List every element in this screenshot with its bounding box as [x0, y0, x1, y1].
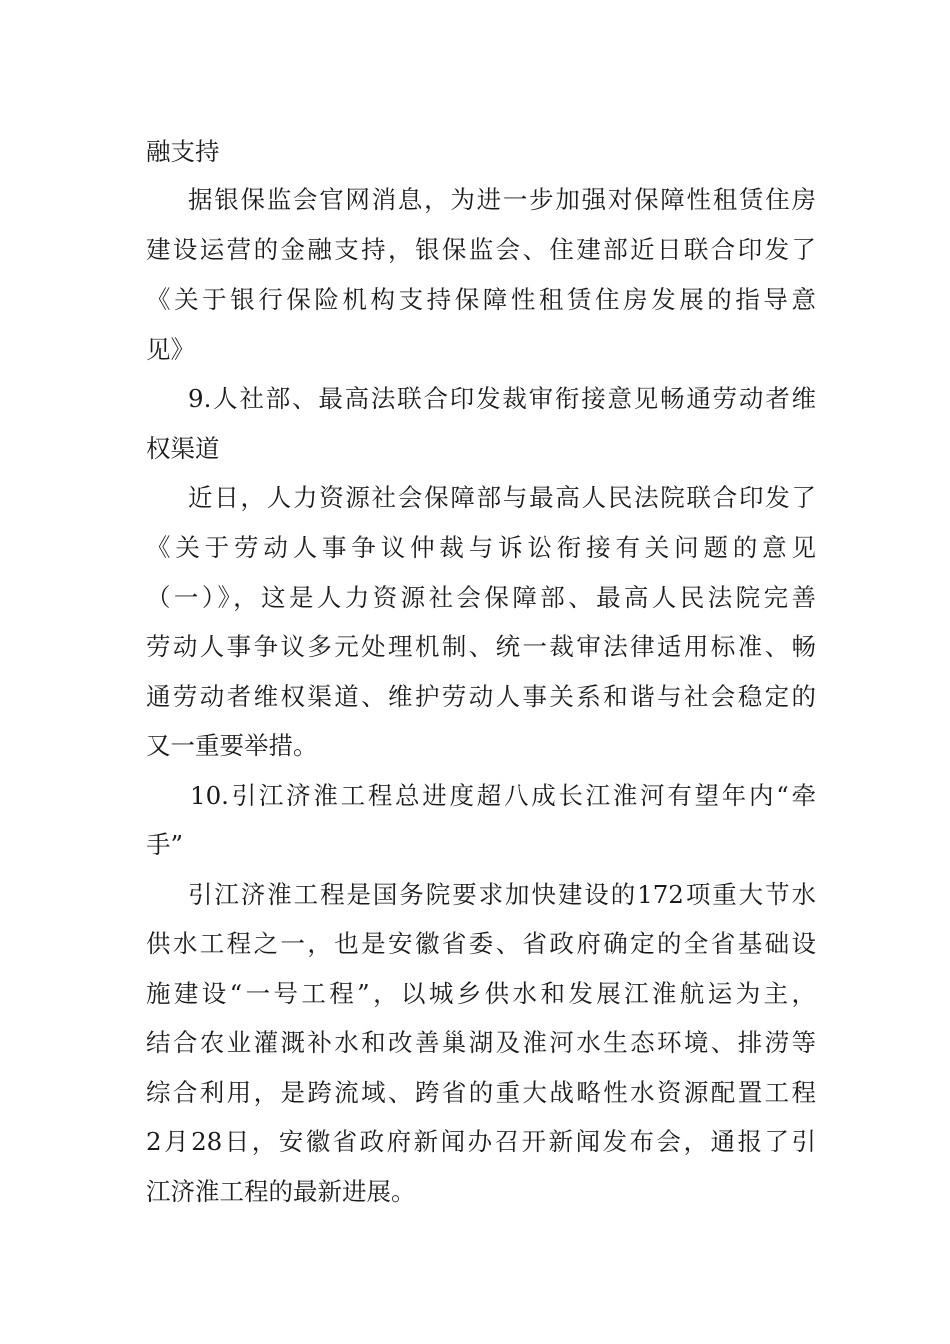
paragraph-line: 见》: [146, 335, 195, 364]
section-heading-9-continued: 权渠道: [146, 434, 220, 463]
paragraph-line: 施建设“一号工程”，以城乡供水和发展江淮航运为主，: [146, 979, 816, 1008]
paragraph-line: 《关于劳动人事争议仲裁与诉讼衔接有关问题的意见: [146, 533, 816, 562]
paragraph-first-line: 近日，人力资源社会保障部与最高人民法院联合印发了: [188, 483, 816, 512]
paragraph-line: 《关于银行保险机构支持保障性租赁住房发展的指导意: [146, 285, 816, 314]
paragraph-line: 江济淮工程的最新进展。: [146, 1177, 416, 1206]
paragraph-line: 又一重要举措。: [146, 731, 318, 760]
paragraph-first-line: 据银保监会官网消息，为进一步加强对保障性租赁住房: [188, 185, 816, 214]
paragraph-first-line: 引江济淮工程是国务院要求加快建设的172项重大节水: [188, 880, 816, 909]
section-heading-9: 9.人社部、最高法联合印发裁审衔接意见畅通劳动者维: [188, 384, 816, 413]
section-heading-10: 10.引江济淮工程总进度超八成长江淮河有望年内“牵: [190, 781, 816, 810]
text-line-continuation: 融支持: [146, 137, 220, 166]
paragraph-line: 劳动人事争议多元处理机制、统一裁审法律适用标准、畅: [146, 632, 816, 661]
paragraph-line: 建设运营的金融支持，银保监会、住建部近日联合印发了: [146, 235, 816, 264]
paragraph-line: 通劳动者维权渠道、维护劳动人事关系和谐与社会稳定的: [146, 682, 816, 711]
section-heading-10-continued: 手”: [146, 830, 184, 859]
paragraph-line: 结合农业灌溉补水和改善巢湖及淮河水生态环境、排涝等: [146, 1028, 816, 1057]
paragraph-line: 供水工程之一，也是安徽省委、省政府确定的全省基础设: [146, 929, 816, 958]
paragraph-line: （一）》，这是人力资源社会保障部、最高人民法院完善: [146, 583, 816, 612]
paragraph-line: 2月28日，安徽省政府新闻办召开新闻发布会，通报了引: [146, 1127, 816, 1156]
paragraph-line: 综合利用，是跨流域、跨省的重大战略性水资源配置工程: [146, 1078, 816, 1107]
